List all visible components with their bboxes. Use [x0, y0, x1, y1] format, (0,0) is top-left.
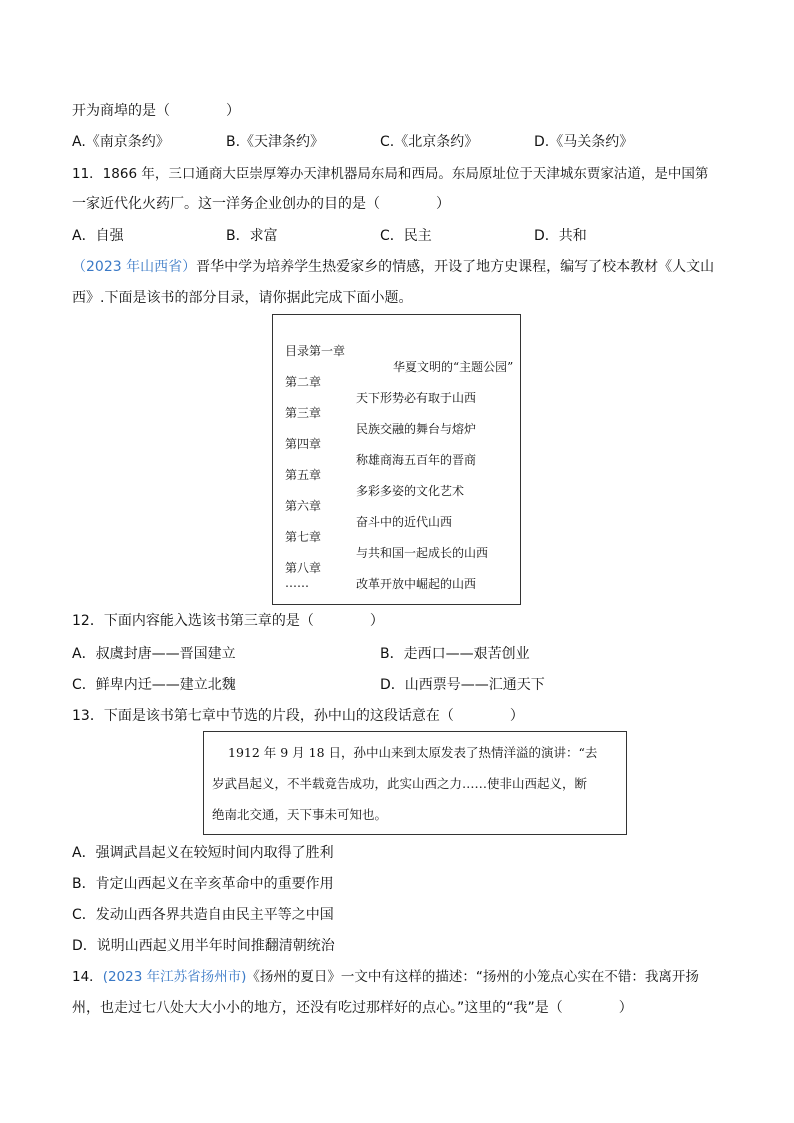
q14-source: (2023 年江苏省扬州市)	[102, 969, 247, 985]
toc-chapter: 第八章	[285, 561, 322, 575]
q12-option-c: C．鲜卑内迁——建立北魏	[72, 677, 236, 693]
q13-option-b: B．肯定山西起义在辛亥革命中的重要作用	[72, 876, 334, 892]
q10-option-b: B.《天津条约》	[226, 134, 325, 150]
toc-title: 华夏文明的“主题公园”	[393, 360, 514, 374]
toc-title: 称雄商海五百年的晋商	[356, 453, 477, 467]
q13-quote-box	[203, 731, 627, 835]
toc-chapter: 第三章	[285, 406, 322, 420]
q12-option-b: B．走西口——艰苦创业	[380, 646, 530, 662]
q11-stem-line1: 11．1866 年，三口通商大臣崇厚筹办天津机器局东局和西局。东局原址位于天津城东贾家沽道，是中国第	[72, 166, 709, 182]
toc-chapter: 第四章	[285, 437, 322, 451]
q14-line2: 州，也走过七八处大大小小的地方，还没有吃过那样好的点心。”这里的“我”是（ ）	[72, 1000, 633, 1016]
toc-title: 多彩多姿的文化艺术	[356, 484, 465, 498]
q10-option-d: D.《马关条约》	[534, 134, 634, 150]
q14-line1	[72, 967, 699, 987]
q13-stem: 13．下面是该书第七章中节选的片段，孙中山的这段话意在（ ）	[72, 708, 524, 724]
q12-option-d: D．山西票号——汇通天下	[380, 677, 545, 693]
q11-option-a: A．自强	[72, 228, 124, 244]
toc-chapter: 目录第一章	[285, 344, 346, 358]
q11-stem-line2: 一家近代化火药厂。这一洋务企业创办的目的是（ ）	[72, 196, 450, 212]
intro-line1-text: 晋华中学为培养学生热爱家乡的情感，开设了地方史课程，编写了校本教材《人文山	[196, 259, 715, 275]
toc-chapter: 第二章	[285, 375, 322, 389]
toc-title: 奋斗中的近代山西	[356, 515, 453, 529]
toc-title: 改革开放中崛起的山西	[356, 577, 477, 591]
q13-option-d: D．说明山西起义用半年时间推翻清朝统治	[72, 938, 335, 954]
intro-source: （2023 年山西省）	[72, 259, 197, 275]
toc-title: 与共和国一起成长的山西	[356, 546, 489, 560]
q12-stem: 12．下面内容能入选该书第三章的是（ ）	[72, 613, 384, 629]
q13-option-a: A．强调武昌起义在较短时间内取得了胜利	[72, 845, 334, 861]
toc-ellipsis: ……	[285, 576, 309, 590]
toc-title: 天下形势必有取于山西	[356, 391, 477, 405]
q13-quote-line1: 1912 年 9 月 18 日，孙中山来到太原发表了热情洋溢的演讲：“去	[228, 745, 598, 760]
q14-number: 14．	[72, 969, 103, 985]
toc-chapter: 第五章	[285, 468, 322, 482]
q14-line1-text: 《扬州的夏日》一文中有这样的描述：“扬州的小笼点心实在不错：我离开扬	[246, 969, 699, 985]
toc-row	[285, 544, 515, 608]
toc-box	[272, 314, 521, 605]
q10-option-c: C.《北京条约》	[380, 134, 479, 150]
intro-line2: 西》.下面是该书的部分目录，请你据此完成下面小题。	[72, 290, 413, 306]
q11-option-b: B．求富	[226, 228, 278, 244]
q13-quote-line3: 绝南北交通，天下事未可知也。	[212, 807, 388, 822]
toc-chapter: 第七章	[285, 530, 322, 544]
q13-quote-line2: 岁武昌起义，不半载竟告成功，此实山西之力……使非山西起义，断	[212, 776, 588, 791]
q12-option-a: A．叔虞封唐——晋国建立	[72, 646, 236, 662]
toc-chapter: 第六章	[285, 499, 322, 513]
q10-stem-tail: 开为商埠的是（ ）	[72, 103, 240, 119]
q11-option-c: C．民主	[380, 228, 432, 244]
toc-title: 民族交融的舞台与熔炉	[356, 422, 477, 436]
q11-option-d: D．共和	[534, 228, 587, 244]
intro-line1	[72, 257, 714, 277]
q13-option-c: C．发动山西各界共造自由民主平等之中国	[72, 907, 334, 923]
q10-option-a: A.《南京条约》	[72, 134, 170, 150]
